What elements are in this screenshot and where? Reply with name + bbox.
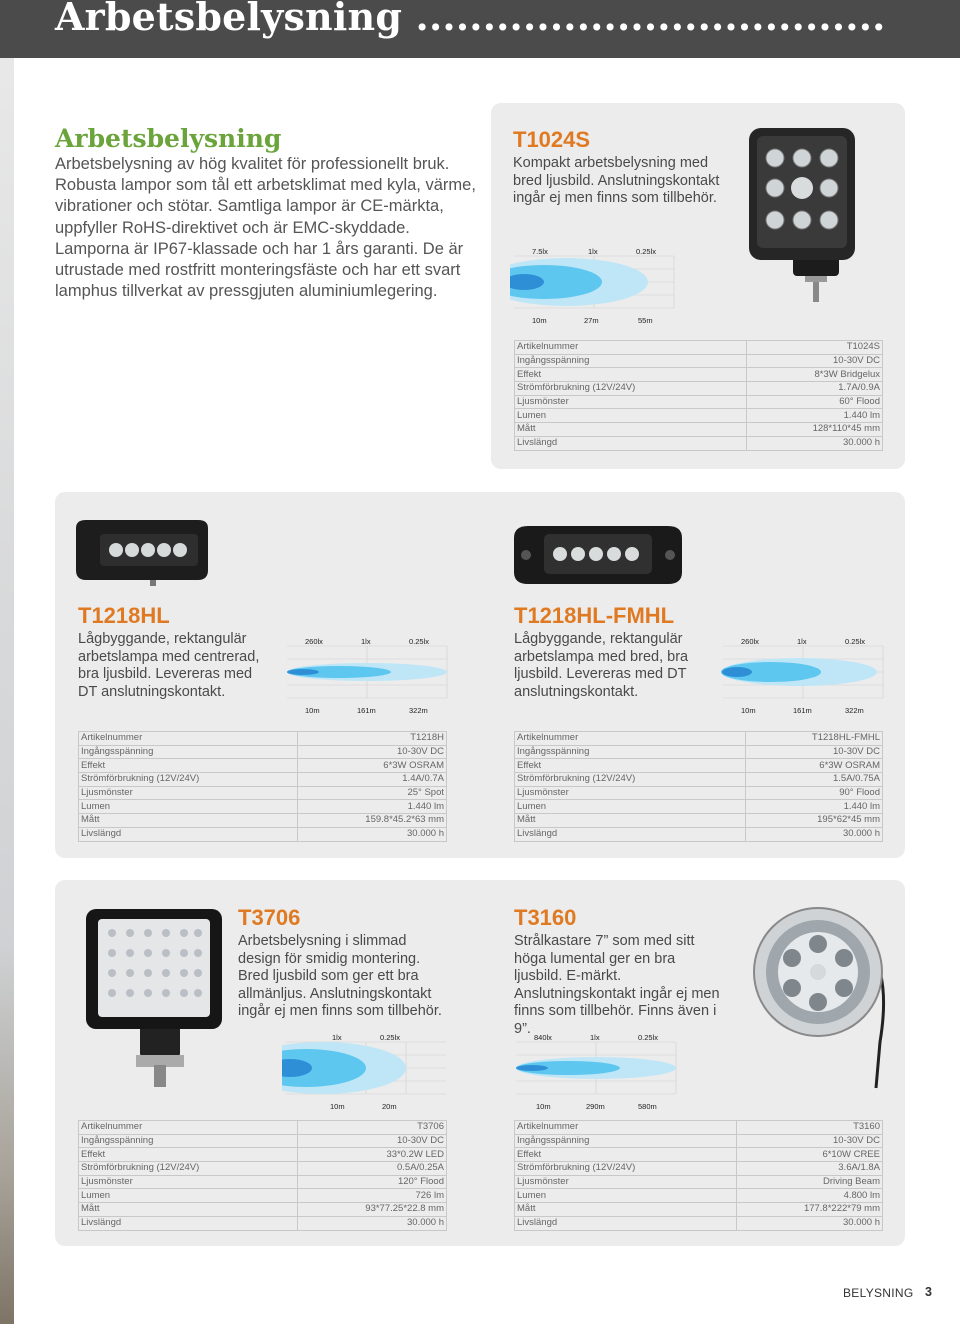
- spec-value: 30.000 h: [298, 827, 447, 841]
- beam-top-label: 1lx: [590, 1033, 600, 1042]
- spec-row: [515, 773, 883, 787]
- beam-bottom-label: 322m: [845, 706, 864, 715]
- beam-top-label: 1lx: [332, 1033, 342, 1042]
- spec-label: Livslängd: [79, 827, 298, 841]
- spec-row: [79, 773, 447, 787]
- spec-value: 6*3W OSRAM: [746, 759, 883, 773]
- spec-value: 1.7A/0.9A: [746, 382, 882, 396]
- spec-value: Driving Beam: [737, 1175, 883, 1189]
- beam-top-label: 0.25lx: [638, 1033, 659, 1042]
- beam-bottom-label: 161m: [793, 706, 812, 715]
- t3706-lamp-image: [78, 905, 228, 1095]
- spec-value: 25° Spot: [298, 786, 447, 800]
- spec-table-t1218hl: [78, 731, 447, 842]
- spec-value: 1.4A/0.7A: [298, 773, 447, 787]
- product-desc-t1218hl-fmhl: Lågbyggande, rektangulär arbetslampa med bred, bra ljusbild. Levereras med DT anslutningskontakt.: [514, 631, 689, 700]
- spec-row: [79, 800, 447, 814]
- spec-row: [515, 1121, 883, 1135]
- intro-title: Arbetsbelysning: [55, 124, 282, 153]
- beam-diagram-t3706: [282, 1030, 452, 1114]
- spec-label: Artikelnummer: [515, 1121, 737, 1135]
- spec-label: Lumen: [79, 1189, 298, 1203]
- spec-value: 93*77.25*22.8 mm: [298, 1203, 447, 1217]
- spec-row: [79, 1175, 447, 1189]
- product-desc-t1218hl: Lågbyggande, rektangulär arbetslampa med centrerad, bra ljusbild. Levereras med DT anslutningskontakt.: [78, 631, 260, 700]
- spec-row: [515, 745, 883, 759]
- spec-row: [515, 800, 883, 814]
- spec-label: Lumen: [515, 409, 747, 423]
- beam-top-label: 0.25lx: [409, 637, 430, 646]
- spec-label: Livslängd: [79, 1216, 298, 1230]
- product-title-t3160: T3160: [514, 905, 577, 930]
- spec-value: 4.800 lm: [737, 1189, 883, 1203]
- spec-value: 10-30V DC: [737, 1134, 883, 1148]
- beam-diagram-t1024s: [510, 244, 678, 328]
- spec-row: [79, 1189, 447, 1203]
- decorative-side-strip: [0, 58, 14, 1324]
- spec-label: Mått: [515, 1203, 737, 1217]
- spec-row: [515, 1203, 883, 1217]
- spec-label: Strömförbrukning (12V/24V): [515, 1162, 737, 1176]
- spec-row: [515, 1162, 883, 1176]
- spec-table-t1218hl-fmhl: [514, 731, 883, 842]
- beam-bottom-label: 10m: [532, 316, 547, 325]
- spec-value: T1024S: [746, 341, 882, 355]
- spec-label: Ljusmönster: [79, 1175, 298, 1189]
- beam-inner: [287, 669, 319, 675]
- beam-diagram-t1218hl: [283, 634, 451, 718]
- spec-label: Lumen: [79, 800, 298, 814]
- beam-bottom-label: 27m: [584, 316, 599, 325]
- spec-row: [515, 1148, 883, 1162]
- spec-row: [515, 1216, 883, 1230]
- spec-value: 30.000 h: [746, 436, 882, 450]
- spec-label: Artikelnummer: [515, 732, 746, 746]
- beam-bottom-label: 161m: [357, 706, 376, 715]
- spec-value: 120° Flood: [298, 1175, 447, 1189]
- spec-label: Effekt: [515, 1148, 737, 1162]
- beam-top-label: 0.25lx: [845, 637, 866, 646]
- spec-label: Mått: [79, 814, 298, 828]
- spec-value: 30.000 h: [737, 1216, 883, 1230]
- product-title-t1218hl: T1218HL: [78, 603, 170, 628]
- beam-inner: [722, 667, 752, 677]
- spec-label: Strömförbrukning (12V/24V): [515, 382, 747, 396]
- spec-value: 6*3W OSRAM: [298, 759, 447, 773]
- spec-value: 10-30V DC: [298, 1134, 447, 1148]
- beam-bottom-label: 322m: [409, 706, 428, 715]
- spec-table-t1024s: [514, 340, 883, 451]
- spec-value: 30.000 h: [298, 1216, 447, 1230]
- spec-label: Ljusmönster: [515, 395, 747, 409]
- beam-diagram-t1218hl-fmhl: [719, 634, 887, 718]
- beam-inner: [516, 1065, 548, 1071]
- spec-row: [79, 827, 447, 841]
- product-desc-t3706: Arbetsbelysning i slimmad design för smidig montering. Bred ljusbild som ger ett bra allmänljus. Anslutningskontakt ingår ej men finns som tillbehör.: [238, 933, 442, 1019]
- spec-label: Ingångsspänning: [515, 1134, 737, 1148]
- spec-value: 3.6A/1.8A: [737, 1162, 883, 1176]
- spec-table-t3706: [78, 1120, 447, 1231]
- spec-value: 30.000 h: [746, 827, 883, 841]
- spec-label: Effekt: [79, 759, 298, 773]
- spec-label: Lumen: [515, 1189, 737, 1203]
- beam-bottom-label: 20m: [382, 1102, 397, 1111]
- spec-label: Ingångsspänning: [515, 745, 746, 759]
- spec-value: 10-30V DC: [746, 745, 883, 759]
- spec-value: 159.8*45.2*63 mm: [298, 814, 447, 828]
- spec-row: [79, 745, 447, 759]
- spec-label: Effekt: [515, 368, 747, 382]
- spec-row: [515, 341, 883, 355]
- spec-value: 1.5A/0.75A: [746, 773, 883, 787]
- spec-value: T1218H: [298, 732, 447, 746]
- spec-label: Strömförbrukning (12V/24V): [79, 773, 298, 787]
- spec-label: Mått: [515, 423, 747, 437]
- spec-table-t3160: [514, 1120, 883, 1231]
- beam-bottom-label: 10m: [330, 1102, 345, 1111]
- spec-value: T3706: [298, 1121, 447, 1135]
- t1024s-lamp-image: [745, 122, 863, 310]
- t3160-lamp-image: [752, 892, 892, 1092]
- spec-label: Artikelnummer: [79, 732, 298, 746]
- beam-top-label: 0.25lx: [636, 247, 657, 256]
- beam-bottom-label: 10m: [305, 706, 320, 715]
- spec-value: 60° Flood: [746, 395, 882, 409]
- spec-label: Artikelnummer: [79, 1121, 298, 1135]
- product-desc-t1024s: Kompakt arbetsbelysning med bred ljusbild. Anslutningskontakt ingår ej men finns som tillbehör.: [513, 155, 720, 206]
- beam-top-label: 260lx: [741, 637, 759, 646]
- beam-bottom-label: 10m: [536, 1102, 551, 1111]
- t1218hl-lamp-image: [72, 518, 212, 588]
- beam-top-label: 7.5lx: [532, 247, 548, 256]
- product-title-t1218hl-fmhl: T1218HL-FMHL: [514, 603, 675, 628]
- spec-value: 177.8*222*79 mm: [737, 1203, 883, 1217]
- spec-row: [79, 759, 447, 773]
- spec-label: Ljusmönster: [515, 1175, 737, 1189]
- spec-row: [515, 814, 883, 828]
- spec-label: Ingångsspänning: [515, 354, 747, 368]
- page-number: 3: [925, 1285, 932, 1299]
- spec-row: [515, 1134, 883, 1148]
- beam-diagram-t3160: [512, 1030, 682, 1114]
- spec-row: [79, 786, 447, 800]
- spec-value: 128*110*45 mm: [746, 423, 882, 437]
- spec-row: [515, 409, 883, 423]
- spec-row: [79, 1121, 447, 1135]
- product-title-t3706: T3706: [238, 905, 301, 930]
- spec-label: Livslängd: [515, 1216, 737, 1230]
- spec-value: 195*62*45 mm: [746, 814, 883, 828]
- spec-value: 90° Flood: [746, 786, 883, 800]
- t1218hl-fmhl-lamp-image: [508, 520, 688, 590]
- spec-row: [515, 786, 883, 800]
- spec-label: Livslängd: [515, 436, 747, 450]
- spec-value: 1.440 lm: [298, 800, 447, 814]
- spec-row: [515, 759, 883, 773]
- spec-label: Ingångsspänning: [79, 745, 298, 759]
- spec-row: [515, 1189, 883, 1203]
- spec-value: 726 lm: [298, 1189, 447, 1203]
- spec-row: [79, 1162, 447, 1176]
- page-title: Arbetsbelysning ...................................: [55, 0, 886, 39]
- spec-row: [515, 423, 883, 437]
- spec-value: T3160: [737, 1121, 883, 1135]
- spec-value: 10-30V DC: [746, 354, 882, 368]
- beam-bottom-label: 580m: [638, 1102, 657, 1111]
- product-desc-t3160: Strålkastare 7” som med sitt höga lumental ger en bra ljusbild. E-märkt. Anslutningskontakt ingår ej men finns som tillbehör. Finns även i 9”.: [514, 933, 720, 1037]
- spec-label: Mått: [79, 1203, 298, 1217]
- beam-top-label: 1lx: [361, 637, 371, 646]
- spec-label: Artikelnummer: [515, 341, 747, 355]
- footer-section-label: BELYSNING: [843, 1286, 914, 1300]
- spec-label: Effekt: [79, 1148, 298, 1162]
- page-header: [0, 0, 960, 58]
- beam-top-label: 840lx: [534, 1033, 552, 1042]
- spec-value: 1.440 lm: [746, 800, 883, 814]
- spec-row: [79, 814, 447, 828]
- beam-bottom-label: 290m: [586, 1102, 605, 1111]
- spec-row: [515, 354, 883, 368]
- spec-row: [515, 436, 883, 450]
- spec-label: Ljusmönster: [79, 786, 298, 800]
- beam-bottom-label: 55m: [638, 316, 653, 325]
- product-title-t1024s: T1024S: [513, 127, 591, 152]
- spec-value: 33*0.2W LED: [298, 1148, 447, 1162]
- spec-row: [515, 382, 883, 396]
- spec-row: [515, 732, 883, 746]
- intro-text: Arbetsbelysning av hög kvalitet för professionellt bruk. Robusta lampor som tål ett arbetsklimat med kyla, värme, vibrationer och stötar. Samtliga lampor är CE-märkta, uppfyller RoHS-direktivet och är EMC-skyddade. Lamporna är IP67-klassade och har 1 års garanti. De är utrustade med rostfritt monteringsfäste och har ett svart lamphus tillverkat av pressgjuten aluminiumlegering.: [55, 155, 476, 301]
- spec-row: [79, 1216, 447, 1230]
- spec-row: [515, 827, 883, 841]
- spec-value: 0.5A/0.25A: [298, 1162, 447, 1176]
- spec-label: Strömförbrukning (12V/24V): [79, 1162, 298, 1176]
- spec-row: [79, 1203, 447, 1217]
- spec-label: Ingångsspänning: [79, 1134, 298, 1148]
- beam-bottom-label: 10m: [741, 706, 756, 715]
- spec-value: 10-30V DC: [298, 745, 447, 759]
- spec-row: [79, 1148, 447, 1162]
- spec-label: Lumen: [515, 800, 746, 814]
- beam-top-label: 0.25lx: [380, 1033, 401, 1042]
- spec-label: Ljusmönster: [515, 786, 746, 800]
- beam-top-label: 260lx: [305, 637, 323, 646]
- spec-row: [79, 1134, 447, 1148]
- spec-value: 6*10W CREE: [737, 1148, 883, 1162]
- spec-label: Livslängd: [515, 827, 746, 841]
- spec-label: Effekt: [515, 759, 746, 773]
- spec-value: T1218HL-FMHL: [746, 732, 883, 746]
- spec-row: [515, 1175, 883, 1189]
- spec-value: 8*3W Bridgelux: [746, 368, 882, 382]
- spec-row: [515, 395, 883, 409]
- spec-row: [79, 732, 447, 746]
- spec-label: Strömförbrukning (12V/24V): [515, 773, 746, 787]
- beam-top-label: 1lx: [588, 247, 598, 256]
- beam-top-label: 1lx: [797, 637, 807, 646]
- spec-label: Mått: [515, 814, 746, 828]
- spec-value: 1.440 lm: [746, 409, 882, 423]
- spec-row: [515, 368, 883, 382]
